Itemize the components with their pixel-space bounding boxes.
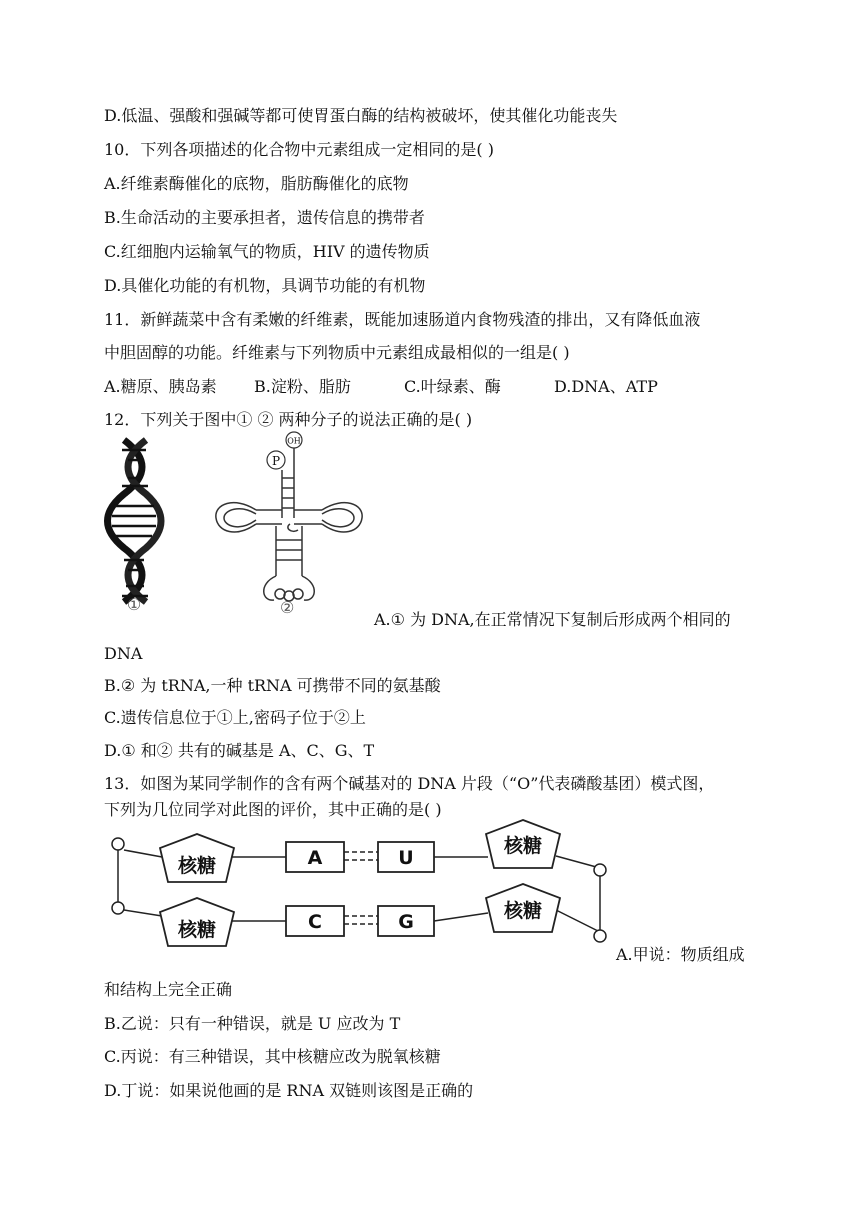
q13-option-b: B.乙说：只有一种错误，就是 U 应改为 T <box>104 1014 401 1033</box>
phosphate-circle-icon <box>594 930 606 942</box>
dna-helix-strands <box>108 440 162 602</box>
base-label: G <box>398 911 414 933</box>
q11-option-d: D.DNA、ATP <box>554 377 658 396</box>
q11-stem-line2: 中胆固醇的功能。纤维素与下列物质中元素组成最相似的一组是( ) <box>104 343 570 362</box>
q12-option-b: B.② 为 tRNA,一种 tRNA 可携带不同的氨基酸 <box>104 676 441 695</box>
figure-label-1: ① <box>126 595 142 614</box>
dna-helix-figure <box>104 436 164 614</box>
trna-structure <box>216 446 362 601</box>
q10-option-b: B.生命活动的主要承担者，遗传信息的携带者 <box>104 208 425 227</box>
q11-option-c: C.叶绿素、酶 <box>404 377 501 396</box>
q12-option-a-part1: A.① 为 DNA,在正常情况下复制后形成两个相同的 <box>374 610 731 629</box>
sugar-label: 核糖 <box>177 855 217 877</box>
oh-label: OH <box>287 436 301 446</box>
q13-option-c: C.丙说：有三种错误，其中核糖应改为脱氧核糖 <box>104 1047 441 1066</box>
base-label: U <box>398 847 414 869</box>
q10-stem: 10．下列各项描述的化合物中元素组成一定相同的是( ) <box>104 140 494 159</box>
sugar-label: 核糖 <box>503 835 543 857</box>
q11-stem-line1: 11．新鲜蔬菜中含有柔嫩的纤维素，既能加速肠道内食物残渣的排出，又有降低血液 <box>104 310 701 329</box>
trna-cloverleaf-figure <box>212 430 372 610</box>
q10-option-d: D.具催化功能的有机物，具调节功能的有机物 <box>104 276 426 295</box>
q13-option-a-part2: 和结构上完全正确 <box>104 980 233 999</box>
q12-stem: 12．下列关于图中① ② 两种分子的说法正确的是( ) <box>104 410 473 429</box>
q12-option-d: D.① 和② 共有的碱基是 A、C、G、T <box>104 741 375 760</box>
q11-option-a: A.糖原、胰岛素 <box>104 377 217 396</box>
sugar-label: 核糖 <box>177 919 217 941</box>
q9-option-d: D.低温、强酸和强碱等都可使胃蛋白酶的结构被破坏，使其催化功能丧失 <box>104 106 618 125</box>
q12-option-a-part2: DNA <box>104 644 143 663</box>
dna-fragment-model <box>104 820 619 945</box>
base-label: C <box>308 911 322 933</box>
phosphate-circle-icon <box>112 838 124 850</box>
phosphate-circle-icon <box>112 902 124 914</box>
phosphate-circle-icon <box>594 864 606 876</box>
q13-stem-line1: 13．如图为某同学制作的含有两个碱基对的 DNA 片段（“O”代表磷酸基团）模式图， <box>104 774 715 793</box>
base-label: A <box>307 847 323 869</box>
q11-option-b: B.淀粉、脂肪 <box>254 377 351 396</box>
q10-option-c: C.红细胞内运输氧气的物质，HIV 的遗传物质 <box>104 242 430 261</box>
q10-option-a: A.纤维素酶催化的底物，脂肪酶催化的底物 <box>104 174 409 193</box>
p-label: P <box>271 454 281 468</box>
q13-option-d: D.丁说：如果说他画的是 RNA 双链则该图是正确的 <box>104 1081 474 1100</box>
q13-stem-line2: 下列为几位同学对此图的评价，其中正确的是( ) <box>104 800 442 819</box>
figure-label-2: ② <box>280 598 295 617</box>
sugar-label: 核糖 <box>503 900 543 922</box>
q12-option-c: C.遗传信息位于①上,密码子位于②上 <box>104 708 366 727</box>
q11-options <box>104 377 744 397</box>
q13-option-a-part1: A.甲说：物质组成 <box>616 945 745 964</box>
